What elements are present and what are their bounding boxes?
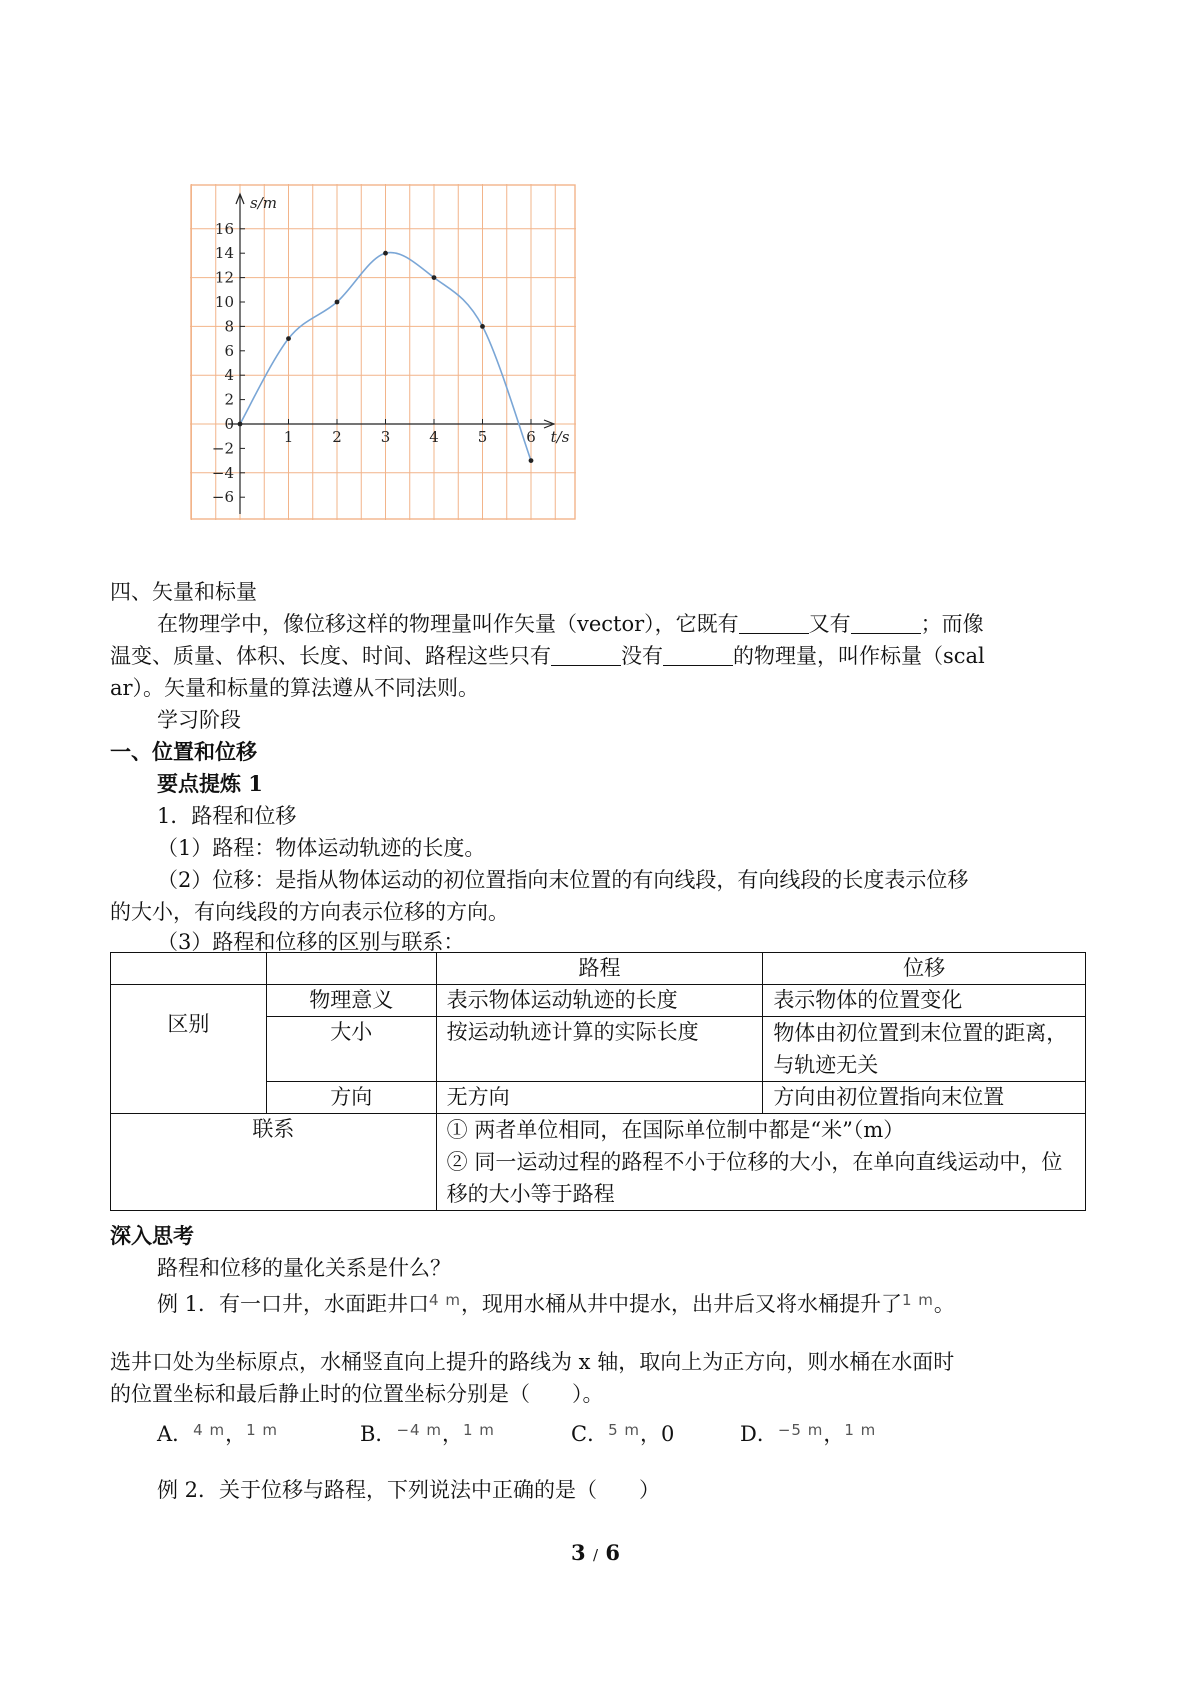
y-tick-label: −6 (211, 488, 234, 507)
row-disp-cell: 物体由初位置到末位置的距离，与轨迹无关 (763, 1017, 1086, 1082)
section4-line1 (157, 608, 1087, 640)
table-row (111, 985, 1086, 1017)
item1-path-def: （1）路程：物体运动轨迹的长度。 (157, 836, 486, 860)
y-tick-label: 0 (224, 415, 234, 433)
grid-frame (191, 185, 575, 519)
item1-disp-def-line1: （2）位移：是指从物体运动的初位置指向末位置的有向线段，有向线段的长度表示位移 (157, 868, 969, 892)
section4-line2 (110, 640, 1090, 672)
example1-line1 (157, 1284, 1097, 1320)
y-axis-label: s/m (250, 194, 277, 212)
data-point (432, 275, 437, 280)
page-current: 3 (571, 1540, 586, 1565)
y-tick-label: 2 (224, 390, 234, 409)
x-tick-label: 3 (380, 428, 391, 446)
fill-blank[interactable] (739, 613, 809, 634)
option-value: 0 (661, 1422, 675, 1446)
link-item-2: ② 同一运动过程的路程不小于位移的大小，在单向直线运动中，位移的大小等于路程 (446, 1150, 1063, 1206)
example2-line1: 例 2．关于位移与路程，下列说法中正确的是（ ） (157, 1478, 661, 1502)
part1-heading: 一、位置和位移 (110, 739, 257, 764)
fill-blank[interactable] (551, 645, 621, 666)
data-point (286, 336, 291, 341)
option-value: 5 m (608, 1421, 641, 1439)
option-c[interactable] (571, 1414, 674, 1450)
x-tick-label: 4 (429, 428, 439, 446)
section4-heading: 四、矢量和标量 (110, 580, 257, 604)
option-value: 1 m (462, 1421, 495, 1439)
section4-line3: ar）。矢量和标量的算法遵从不同法则。 (110, 676, 480, 700)
row-disp-cell: 方向由初位置指向末位置 (763, 1082, 1086, 1114)
row-path-cell: 表示物体运动轨迹的长度 (436, 985, 763, 1017)
option-label: B． (360, 1422, 397, 1446)
option-d[interactable] (740, 1414, 876, 1450)
y-tick-label: −2 (211, 439, 234, 458)
header-displacement: 位移 (763, 953, 1086, 985)
displacement-time-graph (190, 184, 576, 520)
header-path: 路程 (436, 953, 763, 985)
section4-text: 温变、质量、体积、长度、时间、路程这些只有 (110, 644, 551, 668)
comparison-table (110, 952, 1086, 1211)
page-total: 6 (605, 1540, 620, 1565)
option-value: 4 m (193, 1421, 226, 1439)
option-a[interactable] (157, 1414, 278, 1450)
row-label: 方向 (266, 1082, 436, 1114)
x-axis-label: t/s (550, 428, 570, 446)
row-path-cell: 按运动轨迹计算的实际长度 (436, 1017, 763, 1082)
table-cell-empty (266, 953, 436, 985)
link-cell (436, 1114, 1085, 1211)
data-point (238, 422, 243, 427)
option-value: 1 m (246, 1421, 279, 1439)
x-tick-label: 1 (283, 428, 294, 446)
option-label: D． (740, 1422, 778, 1446)
item1-title: 1．路程和位移 (157, 804, 297, 828)
example1-lift-value: 1 m (901, 1291, 934, 1309)
example1-line2: 选井口处为坐标原点，水桶竖直向上提升的路线为 x 轴，取向上为正方向，则水桶在水面时 (110, 1350, 955, 1374)
option-value: 1 m (844, 1421, 877, 1439)
diff-label: 区别 (111, 985, 267, 1114)
option-value: −4 m (396, 1421, 442, 1439)
option-sep: ， (441, 1422, 463, 1446)
link-item-1: ① 两者单位相同，在国际单位制中都是“米”（m） (446, 1118, 905, 1142)
option-b[interactable] (360, 1414, 495, 1450)
key-points-heading: 要点提炼 1 (157, 771, 263, 796)
y-tick-label: 12 (214, 268, 234, 287)
data-point (383, 251, 388, 256)
item1-disp-def-line2: 的大小，有向线段的方向表示位移的方向。 (110, 900, 509, 924)
example1-line3: 的位置坐标和最后静止时的位置坐标分别是（ ）。 (110, 1382, 604, 1406)
y-tick-label: 16 (214, 219, 234, 238)
section4-text: 没有 (621, 644, 663, 668)
y-tick-label: 14 (214, 244, 234, 263)
deep-heading: 深入思考 (110, 1223, 194, 1248)
example1-text: 。 (933, 1292, 955, 1316)
row-disp-cell: 表示物体的位置变化 (763, 985, 1086, 1017)
table-cell-empty (111, 953, 267, 985)
item1-compare-title: （3）路程和位移的区别与联系： (157, 930, 465, 954)
option-label: A． (157, 1422, 194, 1446)
y-tick-label: 10 (214, 293, 234, 311)
page-number (0, 1540, 1191, 1565)
table-row (111, 1114, 1086, 1211)
option-label: C． (571, 1422, 609, 1446)
option-sep: ， (225, 1422, 247, 1446)
page-sep: / (592, 1546, 599, 1564)
table-header-row (111, 953, 1086, 985)
x-tick-label: 2 (332, 428, 342, 446)
example1-text: 例 1．有一口井，水面距井口 (157, 1292, 430, 1316)
fill-blank[interactable] (851, 613, 921, 634)
y-tick-label: −4 (211, 463, 234, 482)
fill-blank[interactable] (663, 645, 733, 666)
y-tick-label: 6 (224, 341, 234, 360)
option-sep: ， (823, 1422, 845, 1446)
section4-text: 在物理学中，像位移这样的物理量叫作矢量（vector），它既有 (157, 612, 739, 636)
option-value: −5 m (777, 1421, 824, 1439)
row-label: 大小 (266, 1017, 436, 1082)
example1-depth-value: 4 m (429, 1291, 461, 1309)
section4-text: ；而像 (920, 612, 984, 636)
row-path-cell: 无方向 (436, 1082, 763, 1114)
link-label: 联系 (111, 1114, 437, 1211)
x-tick-label: 6 (526, 428, 536, 446)
data-point (480, 324, 485, 329)
study-stage-label: 学习阶段 (157, 708, 241, 732)
section4-text: 又有 (808, 612, 851, 636)
y-tick-label: 8 (224, 317, 234, 336)
option-sep: ， (640, 1422, 662, 1446)
deep-question: 路程和位移的量化关系是什么？ (157, 1256, 451, 1280)
chart-svg (190, 184, 576, 520)
data-point (335, 300, 340, 305)
x-tick-label: 5 (477, 428, 488, 446)
data-point (529, 458, 534, 463)
section4-text: 的物理量，叫作标量（scal (733, 644, 985, 668)
row-label: 物理意义 (266, 985, 436, 1017)
example1-text: ，现用水桶从井中提水，出井后又将水桶提升了 (460, 1292, 902, 1316)
y-tick-label: 4 (224, 366, 234, 385)
